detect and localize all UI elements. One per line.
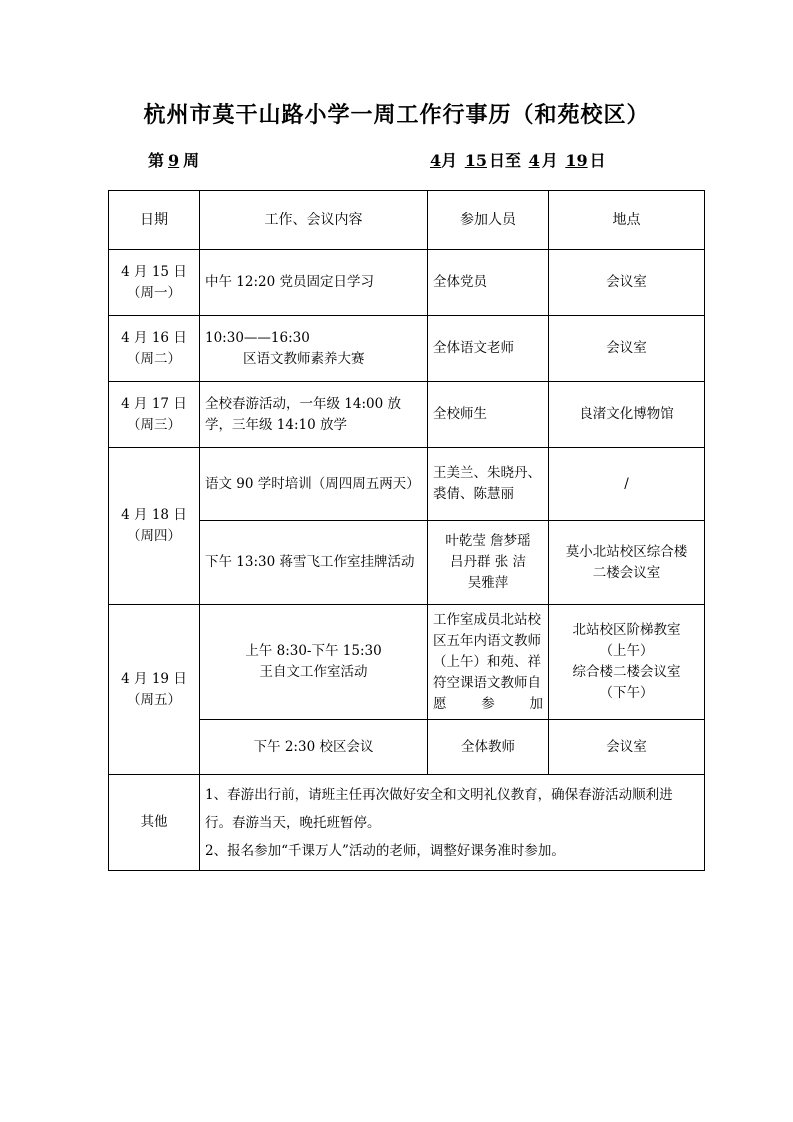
- place-line: 北站校区阶梯教室: [572, 622, 681, 638]
- place-line: 二楼会议室: [592, 564, 661, 581]
- date-text: 4 月 18 日: [121, 507, 187, 523]
- place-line: （下午）: [599, 685, 654, 701]
- content-cell: 下午 2:30 校区会议: [200, 720, 428, 775]
- place-line: 综合楼二楼会议室: [572, 664, 681, 680]
- note-item: 1、春游出行前，请班主任再次做好安全和文明礼仪教育，确保春游活动顺利进行。春游当天，晚托班暂停。: [205, 786, 673, 831]
- table-row: [109, 250, 705, 316]
- range-from-day: 15: [464, 151, 487, 170]
- table-row: [109, 382, 705, 448]
- place-cell: 会议室: [549, 250, 705, 316]
- people-line: 叶乾莹 詹梦瑶: [445, 533, 531, 549]
- header-place: 地点: [549, 191, 705, 250]
- range-month-char-2: 月: [541, 151, 558, 170]
- header-content: 工作、会议内容: [200, 191, 428, 250]
- weekday-text: （周三）: [127, 416, 181, 433]
- date-text: 4 月 15 日: [121, 263, 187, 280]
- date-text: 4 月 19 日: [121, 670, 187, 687]
- note-item: 2、报名参加“千课万人”活动的老师，调整好课务准时参加。: [205, 842, 565, 859]
- content-cell: [200, 316, 428, 382]
- place-line: （上午）: [599, 643, 654, 659]
- range-to-day: 19: [565, 151, 588, 170]
- other-notes: [200, 775, 705, 871]
- range-to-text: 日至: [489, 151, 522, 170]
- weekday-text: （周一）: [127, 284, 181, 301]
- people-line: 吕丹群 张 洁: [449, 554, 527, 570]
- week-value: 9: [168, 151, 180, 170]
- header-date: 日期: [109, 191, 200, 250]
- place-cell: /: [549, 448, 705, 521]
- weekday-text: （周二）: [127, 350, 181, 367]
- content-line: 王自文工作室活动: [259, 664, 368, 680]
- header-people: 参加人员: [428, 191, 549, 250]
- content-cell: 下午 13:30 蒋雪飞工作室挂牌活动: [200, 521, 428, 605]
- range-day-end: 日: [589, 151, 606, 170]
- people-cell: 全体语文老师: [428, 316, 549, 382]
- date-cell: [109, 316, 200, 382]
- people-cell: 王美兰、朱晓丹、裘倩、陈慧丽: [428, 448, 549, 521]
- range-to-month: 4: [528, 151, 540, 170]
- date-text: 4 月 17 日: [121, 395, 187, 412]
- place-cell: 会议室: [549, 316, 705, 382]
- schedule-table: [108, 190, 705, 871]
- content-cell: 语文 90 学时培训（周四周五两天）: [200, 448, 428, 521]
- date-cell: [109, 605, 200, 775]
- people-line: 吴雅萍: [467, 575, 509, 591]
- table-row: [109, 448, 705, 521]
- date-cell: [109, 448, 200, 605]
- place-cell: 良渚文化博物馆: [549, 382, 705, 448]
- date-range: [426, 148, 606, 171]
- date-cell: [109, 382, 200, 448]
- weekday-text: （周五）: [127, 691, 181, 708]
- table-row: [109, 316, 705, 382]
- people-cell: [428, 521, 549, 605]
- range-month-char: 月: [441, 151, 458, 170]
- people-cell: 全校师生: [428, 382, 549, 448]
- people-cell: 全体教师: [428, 720, 549, 775]
- range-from-month: 4: [430, 151, 442, 170]
- week-number: [148, 148, 199, 171]
- place-cell: [549, 521, 705, 605]
- content-cell: 中午 12:20 党员固定日学习: [200, 250, 428, 316]
- people-cell: 工作室成员北站校区五年内语文教师（上午）和苑、祥符空课语文教师自愿参加: [428, 605, 549, 720]
- place-cell: [549, 605, 705, 720]
- page-title: 杭州市莫干山路小学一周工作行事历（和苑校区）: [143, 102, 650, 128]
- people-cell: 全体党员: [428, 250, 549, 316]
- content-cell: [200, 605, 428, 720]
- content-line: 上午 8:30-下午 15:30: [245, 643, 382, 659]
- other-row: [109, 775, 705, 871]
- weekday-text: （周四）: [127, 528, 181, 544]
- table-row: [109, 605, 705, 720]
- other-label: 其他: [109, 775, 200, 871]
- content-line: 区语文教师素养大赛: [243, 350, 365, 367]
- date-cell: [109, 250, 200, 316]
- content-cell: 全校春游活动，一年级 14:00 放学，三年级 14:10 放学: [200, 382, 428, 448]
- date-text: 4 月 16 日: [121, 329, 187, 346]
- table-header-row: [109, 191, 705, 250]
- place-line: 莫小北站校区综合楼: [565, 543, 688, 560]
- content-line: 10:30——16:30: [205, 329, 310, 346]
- week-prefix: 第: [148, 151, 165, 170]
- week-suffix: 周: [183, 151, 200, 170]
- place-cell: 会议室: [549, 720, 705, 775]
